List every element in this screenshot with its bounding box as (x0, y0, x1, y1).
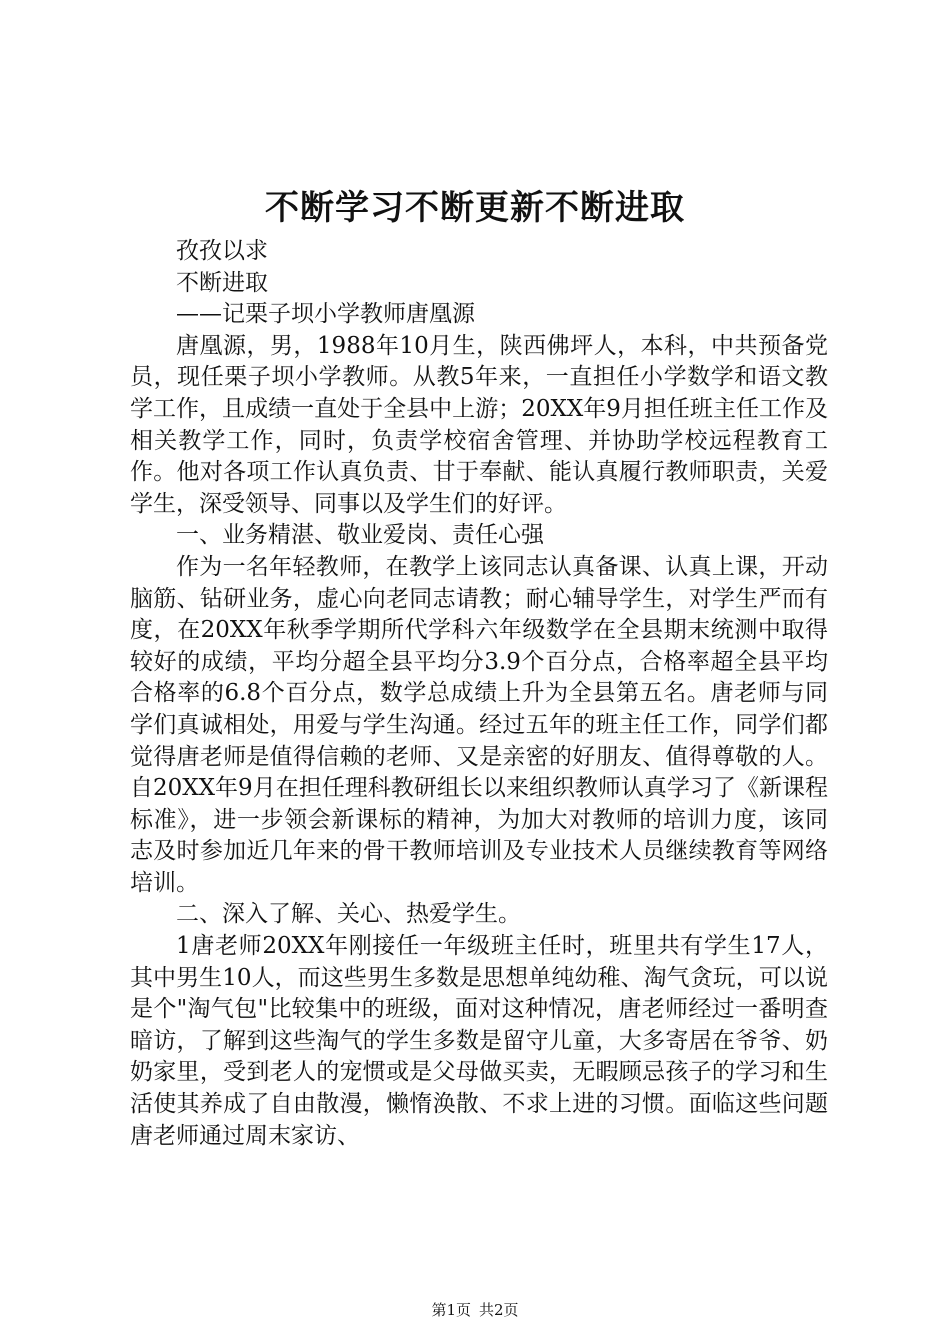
subtitle-line-2: 不断进取 (176, 269, 268, 296)
subtitle-line-1: 孜孜以求 (176, 238, 268, 264)
subtitle-byline: ——记栗子坝小学教师唐凰源 (176, 301, 475, 328)
paragraph-section-1: 作为一名年轻教师，在教学上该同志认真备课、认真上课，开动脑筋、钻研业务，虚心向老同志请教；耐心辅导学生，对学生严而有度，在20XX年秋季学期所代学科六年级数学在全县期末统测中取得较好的成绩，平均分超全县平均分3.9个百分点，合格率超全县平均合格率的6.8个百分点，数学总成绩上升为全县第五名。唐老师与同学们真诚相处，用爱与学生沟通。经过五年的班主任工作，同学们都觉得唐老师是值得信赖的老师、又是亲密的好朋友、值得尊敬的人。自20XX年9月在担任理科教研组长以来组织教师认真学习了《新课程标准》，进一步领会新课标的精神，为加大对教师的培训力度，该同志及时参加近几年来的骨干教师培训及专业技术人员继续教育等网络培训。 (130, 553, 828, 896)
section-heading-2: 二、深入了解、关心、热爱学生。 (176, 901, 521, 928)
paragraph-intro: 唐凰源，男，1988年10月生，陕西佛坪人，本科，中共预备党员，现任栗子坝小学教师。从教5年来，一直担任小学数学和语文教学工作，且成绩一直处于全县中上游；20XX年9月担任班主任工作及相关教学工作，同时，负责学校宿舍管理、并协助学校远程教育工作。他对各项工作认真负责、甘于奉献、能认真履行教师职责，关爱学生，深受领导、同事以及学生们的好评。 (130, 332, 828, 517)
document-body (130, 236, 828, 1152)
section-heading-1: 一、业务精湛、敬业爱岗、责任心强 (176, 522, 544, 549)
page-total: 共2页 (479, 1301, 519, 1319)
page-footer (0, 1300, 950, 1320)
page-number: 第1页 (431, 1301, 471, 1319)
paragraph-section-2: 1唐老师20XX年刚接任一年级班主任时，班里共有学生17人，其中男生10人，而这些男生多数是思想单纯幼稚、淘气贪玩，可以说是个"淘气包"比较集中的班级，面对这种情况，唐老师经过一番明查暗访，了解到这些淘气的学生多数是留守儿童，大多寄居在爷爷、奶奶家里，受到老人的宠惯或是父母做买卖，无暇顾忌孩子的学习和生活使其养成了自由散漫，懒惰涣散、不求上进的习惯。面临这些问题唐老师通过周末家访、 (130, 933, 828, 1149)
document-title: 不断学习不断更新不断进取 (265, 188, 685, 228)
